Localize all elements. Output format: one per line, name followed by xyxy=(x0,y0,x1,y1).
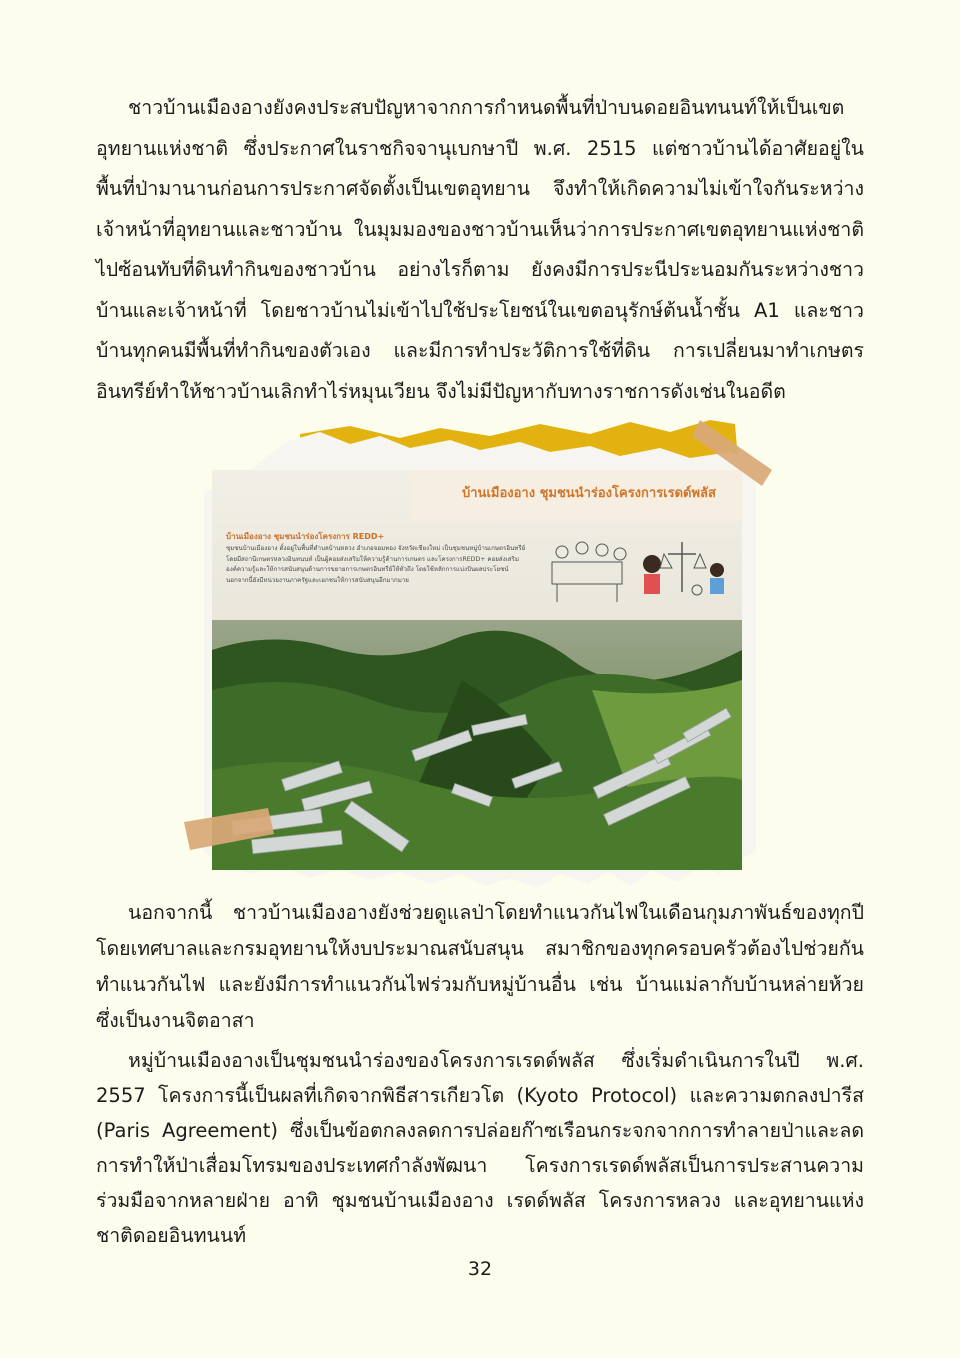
greenhouse-landscape xyxy=(212,620,742,870)
board-title: บ้านเมืองอาง ชุมชนนำร่องโครงการเรดด์พลัส xyxy=(462,486,716,501)
tape-bottom-left xyxy=(180,804,280,874)
people-illustration-icon xyxy=(532,532,732,612)
board-text: ชุมชนบ้านเมืองอาง ตั้งอยู่ในพื้นที่ตำบลบ้านหลวง อำเภอจอมทอง จังหวัดเชียงใหม่ เป็นชุมชนหมู่บ้านเกษตรอินทรีย์ โดยมีสถานีเกษตรหลวงอินทนนท์ เป็นผู้คอยส่งเสริมให้ความรู้ด้านการเกษตร และโครงการREDD+ คอยส่งเสริมองค์ความรู้และให้การสนับสนุนด้านการขยายการเกษตรอินทรีย์ให้ทั่วถึง โดยใช้หลักการแบ่งปันผลประโยชน์ นอกจากนี้ยังมีหน่วยงานภาครัฐและเอกชนให้การสนับสนุนอีกมากมาย xyxy=(226,545,526,584)
page-number: 32 xyxy=(467,1258,493,1280)
photo xyxy=(212,470,742,870)
board-subtitle: บ้านเมืองอาง ชุมชนนำร่องโครงการ REDD+ xyxy=(226,532,385,541)
paragraph-2: นอกจากนี้ ชาวบ้านเมืองอางยังช่วยดูแลป่าโดยทำแนวกันไฟในเดือนกุมภาพันธ์ของทุกปี โดยเทศบาลและกรมอุทยานให้งบประมาณสนับสนุน สมาชิกของทุกครอบครัวต้องไปช่วยกันทำแนวกันไฟ และยังมีการทำแนวกันไฟร่วมกับหมู่บ้านอื่น เช่น บ้านแม่ลากับบ้านหล่ายห้วย ซึ่งเป็นงานจิตอาสา xyxy=(96,901,864,1032)
tape-top-right xyxy=(690,412,780,492)
paragraph-3: หมู่บ้านเมืองอางเป็นชุมชนนำร่องของโครงการเรดด์พลัส ซึ่งเริ่มดำเนินการในปี พ.ศ. 2557 โครงการนี้เป็นผลที่เกิดจากพิธีสารเกียวโต (Kyoto Protocol) และความตกลงปารีส (Paris Agreement) ซึ่งเป็นข้อตกลงลดการปล่อยก๊าซเรือนกระจกจากการทำลายป่าและลดการทำให้ป่าเสื่อมโทรมของประเทศกำลังพัฒนา โครงการเรดด์พลัสเป็นการประสานความร่วมมือจากหลายฝ่าย อาทิ ชุมชนบ้านเมืองอาง เรดด์พลัส โครงการหลวง และอุทยานแห่งชาติดอยอินทนนท์ xyxy=(96,1049,864,1247)
paragraph-1: ชาวบ้านเมืองอางยังคงประสบปัญหาจากการกำหนดพื้นที่ป่าบนดอยอินทนนท์ให้เป็นเขตอุทยานแห่งชาติ ซึ่งประกาศในราชกิจจานุเบกษาปี พ.ศ. 2515 แต่ชาวบ้านได้อาศัยอยู่ในพื้นที่ป่ามานานก่อนการประกาศจัดตั้งเป็นเขตอุทยาน จึงทำให้เกิดความไม่เข้าใจกันระหว่างเจ้าหน้าที่อุทยานและชาวบ้าน ในมุมมองของชาวบ้านเห็นว่าการประกาศเขตอุทยานแห่งชาติไปซ้อนทับที่ดินทำกินของชาวบ้าน อย่างไรก็ตาม ยังคงมีการประนีประนอมกันระหว่างชาวบ้านและเจ้าหน้าที่ โดยชาวบ้านไม่เข้าไปใช้ประโยชน์ในเขตอนุรักษ์ต้นน้ำชั้น A1 และชาวบ้านทุกคนมีพื้นที่ทำกินของตัวเอง และมีการทำประวัติการใช้ที่ดิน การเปลี่ยนมาทำเกษตรอินทรีย์ทำให้ชาวบ้านเลิกทำไร่หมุนเวียน จึงไม่มีปัญหากับทางราชการดังเช่นในอดีต xyxy=(96,96,864,403)
photo-collage xyxy=(190,412,770,892)
